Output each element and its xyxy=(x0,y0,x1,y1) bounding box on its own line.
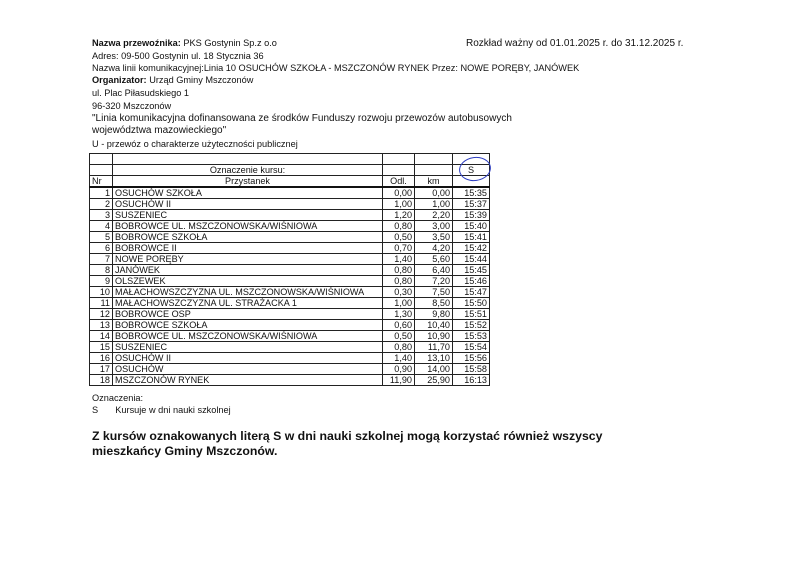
stop-time: 15:47 xyxy=(453,287,490,298)
footer-note-line-1: Z kursów oznakowanych literą S w dni nauki szkolnej mogą korzystać również wszyscy xyxy=(92,429,603,443)
footer-note-line-2: mieszkańcy Gminy Mszczonów. xyxy=(92,444,278,458)
stop-odl: 0,80 xyxy=(383,342,415,353)
stop-odl: 1,30 xyxy=(383,309,415,320)
stop-nr: 17 xyxy=(90,364,113,375)
table-row xyxy=(90,232,490,243)
table-row xyxy=(90,199,490,210)
funding-line-2: województwa mazowieckiego" xyxy=(92,125,227,136)
stop-nr: 10 xyxy=(90,287,113,298)
stop-odl: 0,90 xyxy=(383,364,415,375)
stop-name: OSUCHÓW II xyxy=(113,199,383,210)
stop-name: JANÓWEK xyxy=(113,265,383,276)
stop-nr: 14 xyxy=(90,331,113,342)
table-row xyxy=(90,187,490,199)
legend-entry xyxy=(92,405,231,416)
table-row xyxy=(90,243,490,254)
table-row xyxy=(90,342,490,353)
stop-km: 11,70 xyxy=(415,342,453,353)
line-name: Nazwa linii komunikacyjnej:Linia 10 OSUCHÓW SZKOŁA - MSZCZONÓW RYNEK Przez: NOWE PORĘBY, JANÓWEK xyxy=(92,63,580,73)
stop-time: 15:51 xyxy=(453,309,490,320)
table-row xyxy=(90,331,490,342)
course-label: Oznaczenie kursu: xyxy=(113,165,383,176)
table-row xyxy=(90,364,490,375)
stop-odl: 0,00 xyxy=(383,187,415,199)
stop-time: 15:39 xyxy=(453,210,490,221)
column-header-row xyxy=(90,176,490,188)
stop-time: 15:58 xyxy=(453,364,490,375)
stop-nr: 7 xyxy=(90,254,113,265)
validity-text: Rozkład ważny od 01.01.2025 r. do 31.12.2025 r. xyxy=(466,38,684,49)
stop-header: Przystanek xyxy=(113,176,383,188)
stop-nr: 3 xyxy=(90,210,113,221)
stop-km: 14,00 xyxy=(415,364,453,375)
organizer-line xyxy=(92,75,253,86)
stop-name: SUSZENIEC xyxy=(113,342,383,353)
stop-nr: 6 xyxy=(90,243,113,254)
stop-km: 6,40 xyxy=(415,265,453,276)
stop-time: 15:42 xyxy=(453,243,490,254)
stop-name: MSZCZONÓW RYNEK xyxy=(113,375,383,386)
stop-km: 7,50 xyxy=(415,287,453,298)
stop-name: BOBROWCE OSP xyxy=(113,309,383,320)
odl-header: Odl. xyxy=(383,176,415,188)
carrier-label: Nazwa przewoźnika: xyxy=(92,38,181,48)
stop-time: 15:56 xyxy=(453,353,490,364)
stop-km: 5,60 xyxy=(415,254,453,265)
stop-name: OLSZEWEK xyxy=(113,276,383,287)
stop-odl: 0,30 xyxy=(383,287,415,298)
legend-code: S xyxy=(92,405,99,415)
stop-km: 1,00 xyxy=(415,199,453,210)
stop-km: 13,10 xyxy=(415,353,453,364)
table-row xyxy=(90,221,490,232)
stop-name: BOBROWCE SZKOŁA xyxy=(113,232,383,243)
stop-km: 4,20 xyxy=(415,243,453,254)
course-code: S xyxy=(453,165,490,176)
stop-nr: 15 xyxy=(90,342,113,353)
carrier-address: Adres: 09-500 Gostynin ul. 18 Stycznia 36 xyxy=(92,51,264,61)
stop-name: BOBROWCE II xyxy=(113,243,383,254)
stop-odl: 0,50 xyxy=(383,331,415,342)
legend-desc: Kursuje w dni nauki szkolnej xyxy=(115,405,231,415)
stop-name: OSUCHÓW SZKOŁA xyxy=(113,187,383,199)
stop-time: 15:35 xyxy=(453,187,490,199)
stop-km: 10,40 xyxy=(415,320,453,331)
stop-odl: 11,90 xyxy=(383,375,415,386)
stop-nr: 13 xyxy=(90,320,113,331)
stop-name: BOBROWCE UL. MSZCZONOWSKA/WIŚNIOWA xyxy=(113,331,383,342)
stop-name: OSUCHÓW II xyxy=(113,353,383,364)
table-row xyxy=(90,309,490,320)
stop-time: 15:40 xyxy=(453,221,490,232)
stop-time: 15:41 xyxy=(453,232,490,243)
stop-name: OSUCHÓW xyxy=(113,364,383,375)
stop-odl: 1,40 xyxy=(383,254,415,265)
stop-km: 0,00 xyxy=(415,187,453,199)
stop-time: 15:53 xyxy=(453,331,490,342)
stop-time: 15:44 xyxy=(453,254,490,265)
stop-odl: 0,60 xyxy=(383,320,415,331)
stop-nr: 11 xyxy=(90,298,113,309)
stop-time: 15:50 xyxy=(453,298,490,309)
stop-nr: 5 xyxy=(90,232,113,243)
stop-nr: 16 xyxy=(90,353,113,364)
legend-title: Oznaczenia: xyxy=(92,393,144,403)
table-row xyxy=(90,254,490,265)
stop-name: BOBROWCE UL. MSZCZONOWSKA/WIŚNIOWA xyxy=(113,221,383,232)
organizer-value: Urząd Gminy Mszczonów xyxy=(149,75,254,85)
stop-name: SUSZENIEC xyxy=(113,210,383,221)
stop-km: 25,90 xyxy=(415,375,453,386)
stop-odl: 1,00 xyxy=(383,298,415,309)
stop-km: 2,20 xyxy=(415,210,453,221)
table-row xyxy=(90,375,490,386)
public-note: U - przewóz o charakterze użyteczności publicznej xyxy=(92,139,298,149)
organizer-label: Organizator: xyxy=(92,75,147,85)
funding-line-1: "Linia komunikacyjna dofinansowana ze środków Funduszy rozwoju przewozów autobusowych xyxy=(92,113,512,124)
stop-time: 15:45 xyxy=(453,265,490,276)
stop-odl: 1,00 xyxy=(383,199,415,210)
stop-km: 7,20 xyxy=(415,276,453,287)
table-row xyxy=(90,320,490,331)
table-row xyxy=(90,265,490,276)
stop-nr: 9 xyxy=(90,276,113,287)
stop-nr: 1 xyxy=(90,187,113,199)
carrier-value: PKS Gostynin Sp.z o.o xyxy=(183,38,277,48)
table-row xyxy=(90,353,490,364)
organizer-city: 96-320 Mszczonów xyxy=(92,101,172,111)
stop-time: 15:46 xyxy=(453,276,490,287)
stop-time: 15:54 xyxy=(453,342,490,353)
stop-name: MAŁACHOWSZCZYZNA UL. MSZCZONOWSKA/WIŚNIOWA xyxy=(113,287,383,298)
stop-km: 9,80 xyxy=(415,309,453,320)
table-row xyxy=(90,298,490,309)
stop-nr: 18 xyxy=(90,375,113,386)
stop-nr: 2 xyxy=(90,199,113,210)
stop-time: 16:13 xyxy=(453,375,490,386)
stop-nr: 4 xyxy=(90,221,113,232)
table-row xyxy=(90,210,490,221)
stop-odl: 0,80 xyxy=(383,276,415,287)
stop-name: MAŁACHOWSZCZYZNA UL. STRAŻACKA 1 xyxy=(113,298,383,309)
course-row xyxy=(90,165,490,176)
stop-nr: 8 xyxy=(90,265,113,276)
table-blank-row xyxy=(90,154,490,165)
stop-time: 15:52 xyxy=(453,320,490,331)
stop-odl: 0,70 xyxy=(383,243,415,254)
stop-km: 3,00 xyxy=(415,221,453,232)
stop-name: BOBROWCE SZKOŁA xyxy=(113,320,383,331)
stop-nr: 12 xyxy=(90,309,113,320)
stop-time: 15:37 xyxy=(453,199,490,210)
stop-odl: 0,80 xyxy=(383,221,415,232)
timetable xyxy=(89,153,490,386)
stop-km: 8,50 xyxy=(415,298,453,309)
organizer-street: ul. Plac Piłasudskiego 1 xyxy=(92,88,190,98)
carrier-line xyxy=(92,38,277,49)
stop-km: 3,50 xyxy=(415,232,453,243)
table-row xyxy=(90,287,490,298)
stop-odl: 0,80 xyxy=(383,265,415,276)
table-row xyxy=(90,276,490,287)
stop-odl: 1,40 xyxy=(383,353,415,364)
stop-km: 10,90 xyxy=(415,331,453,342)
km-header: km xyxy=(415,176,453,188)
nr-header: Nr xyxy=(90,176,113,188)
stop-odl: 1,20 xyxy=(383,210,415,221)
stop-odl: 0,50 xyxy=(383,232,415,243)
stop-name: NOWE PORĘBY xyxy=(113,254,383,265)
